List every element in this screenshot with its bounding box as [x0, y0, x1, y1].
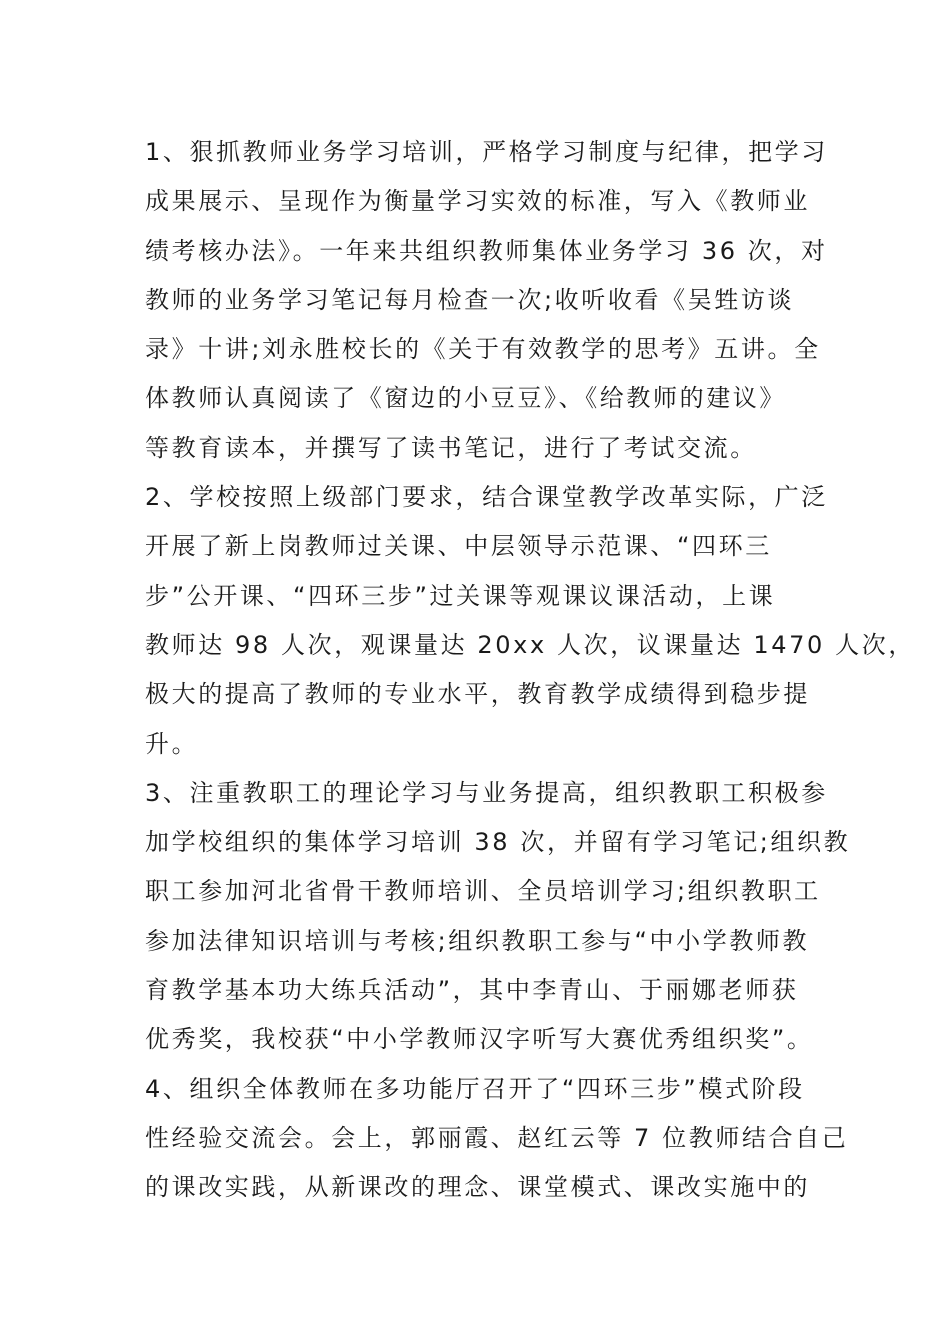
paragraph-4: [145, 1065, 849, 1213]
text-line: 性经验交流会。会上，郭丽霞、赵红云等 7 位教师结合自己: [145, 1123, 849, 1152]
text-line: 体教师认真阅读了《窗边的小豆豆》、《给教师的建议》: [145, 384, 786, 413]
paragraph-2: [145, 473, 915, 769]
text-line: 录》十讲;刘永胜校长的《关于有效教学的思考》五讲。全: [145, 335, 821, 364]
text-line: 教师达 98 人次，观课量达 20xx 人次，议课量达 1470 人次，: [145, 630, 915, 659]
text-line: 绩考核办法》。一年来共组织教师集体业务学习 36 次，对: [145, 236, 828, 265]
text-line: 职工参加河北省骨干教师培训、全员培训学习;组织教职工: [145, 877, 821, 906]
text-line: 参加法律知识培训与考核;组织教职工参与“中小学教师教: [145, 926, 810, 955]
text-line: 等教育读本，并撰写了读书笔记，进行了考试交流。: [145, 433, 757, 462]
document-page: [145, 128, 915, 1213]
text-line: 成果展示、呈现作为衡量学习实效的标准，写入《教师业: [145, 187, 810, 216]
text-line: 开展了新上岗教师过关课、中层领导示范课、“四环三: [145, 532, 772, 561]
text-line: 升。: [145, 729, 199, 758]
text-line: 4、组织全体教师在多功能厅召开了“四环三步”模式阶段: [145, 1074, 805, 1103]
text-line: 极大的提高了教师的专业水平，教育教学成绩得到稳步提: [145, 680, 810, 709]
text-line: 优秀奖，我校获“中小学教师汉字听写大赛优秀组织奖”。: [145, 1025, 814, 1054]
text-line: 1、狠抓教师业务学习培训，严格学习制度与纪律，把学习: [145, 138, 828, 166]
text-line: 3、注重教职工的理论学习与业务提高，组织教职工积极参: [145, 778, 828, 807]
text-line: 教师的业务学习笔记每月检查一次;收听收看《吴甡访谈: [145, 285, 795, 314]
text-line: 的课改实践，从新课改的理念、课堂模式、课改实施中的: [145, 1173, 810, 1202]
paragraph-3: [145, 769, 851, 1065]
text-line: 育教学基本功大练兵活动”，其中李青山、于丽娜老师获: [145, 976, 799, 1005]
paragraph-1: [145, 128, 828, 473]
text-line: 2、学校按照上级部门要求，结合课堂教学改革实际，广泛: [145, 483, 828, 512]
text-line: 步”公开课、“四环三步”过关课等观课议课活动，上课: [145, 581, 776, 610]
text-line: 加学校组织的集体学习培训 38 次，并留有学习笔记;组织教: [145, 828, 851, 857]
